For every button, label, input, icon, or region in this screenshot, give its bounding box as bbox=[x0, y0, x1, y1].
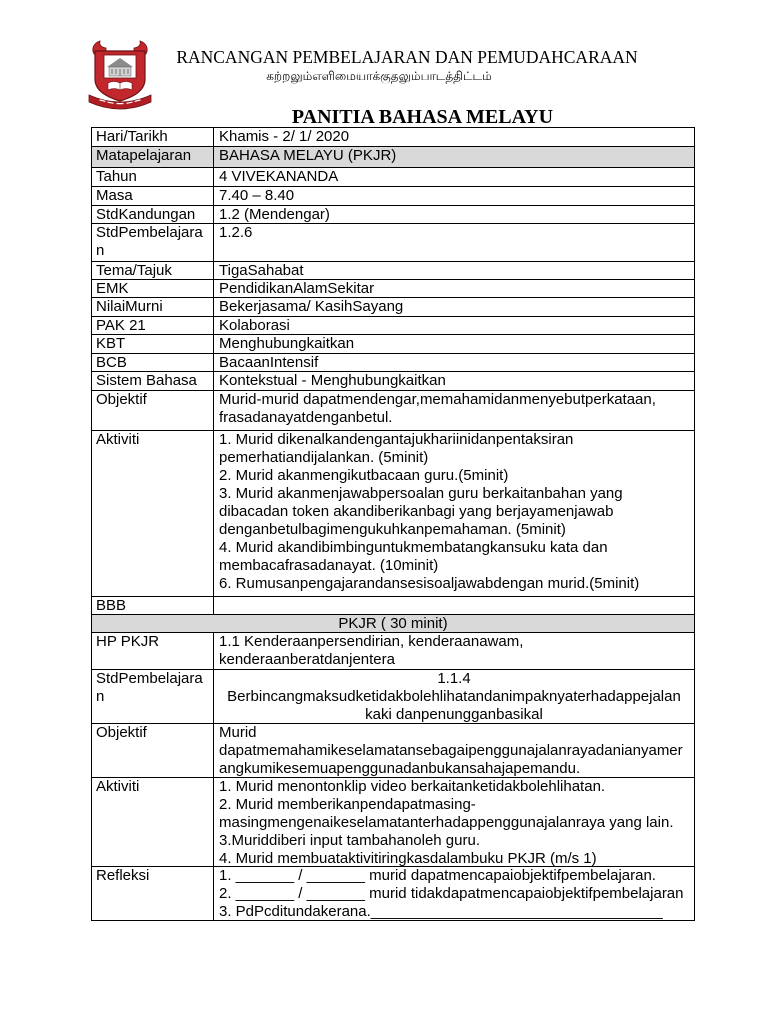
row-label bbox=[92, 372, 214, 390]
row-label-line: EMK bbox=[96, 280, 129, 297]
document-title: RANCANGAN PEMBELAJARAN DAN PEMUDAHCARAAN bbox=[176, 47, 638, 67]
row-value bbox=[214, 391, 694, 430]
row-value-line: 1. _______ / _______ murid dapatmencapaiobjektifpembelajaran. bbox=[219, 867, 656, 884]
hari-tarikh-row bbox=[92, 128, 694, 147]
row-value bbox=[214, 724, 694, 777]
kbt-row bbox=[92, 335, 694, 354]
nilai-murni-row bbox=[92, 298, 694, 317]
row-label-line: Objektif bbox=[96, 391, 147, 408]
row-value-line: 3. PdPcditundakerana.___________________________________ bbox=[219, 903, 663, 920]
row-value-line: dapatmemahamikeselamatansebagaipenggunajalanrayadanianyamer bbox=[219, 742, 683, 759]
row-label-line: n bbox=[96, 688, 105, 705]
row-value-line: 4. Murid akandibimbinguntukmembatangkansuku kata dan bbox=[219, 539, 608, 556]
row-value-line: 2. Murid akanmengikutbacaan guru.(5minit) bbox=[219, 467, 509, 484]
row-value bbox=[214, 633, 694, 669]
row-label-line: StdPembelajara bbox=[96, 670, 203, 687]
row-value-line: kenderaanberatdanjentera bbox=[219, 651, 395, 668]
row-value bbox=[214, 354, 694, 371]
row-label-line: n bbox=[96, 242, 105, 259]
row-value-line: membacafrasadanayat. (10minit) bbox=[219, 557, 439, 574]
std-pembelajaran-row bbox=[92, 224, 694, 262]
row-label-line: Tema/Tajuk bbox=[96, 262, 172, 279]
row-value bbox=[214, 280, 694, 297]
row-value-line: 4. Murid membuataktivitiringkasdalambuku PKJR (m/s 1) bbox=[219, 850, 597, 867]
row-label bbox=[92, 670, 214, 723]
section-heading-text: PKJR ( 30 minit) bbox=[338, 615, 448, 632]
pkjr-aktiviti-row bbox=[92, 778, 694, 867]
emk-row bbox=[92, 280, 694, 298]
row-label-line: KBT bbox=[96, 335, 126, 352]
pkjr-section-row bbox=[92, 615, 694, 633]
row-label-line: Objektif bbox=[96, 724, 147, 741]
row-label-line: Matapelajaran bbox=[96, 147, 192, 164]
row-label bbox=[92, 168, 214, 186]
row-value-line: 1. Murid menontonklip video berkaitanketidakbolehlihatan. bbox=[219, 778, 606, 795]
row-label bbox=[92, 187, 214, 205]
pak21-row bbox=[92, 317, 694, 335]
row-label-line: Hari/Tarikh bbox=[96, 128, 168, 145]
row-value bbox=[214, 224, 694, 261]
row-label bbox=[92, 280, 214, 297]
school-logo bbox=[87, 39, 153, 113]
row-value-line: Murid-murid dapatmendengar,memahamidanmenyebutperkataan, bbox=[219, 391, 656, 408]
row-label bbox=[92, 298, 214, 316]
row-value bbox=[214, 335, 694, 353]
row-label bbox=[92, 128, 214, 146]
row-value-line: 3. Murid akanmenjawabpersoalan guru berkaitanbahan yang bbox=[219, 485, 623, 502]
row-label-line: PAK 21 bbox=[96, 317, 146, 334]
row-label bbox=[92, 354, 214, 371]
row-label bbox=[92, 335, 214, 353]
aktiviti-row bbox=[92, 431, 694, 597]
row-value-line: BacaanIntensif bbox=[219, 354, 319, 371]
row-value-line: TigaSahabat bbox=[219, 262, 304, 279]
row-value bbox=[214, 597, 694, 614]
row-label bbox=[92, 778, 214, 866]
row-label bbox=[92, 147, 214, 167]
row-label-line: NilaiMurni bbox=[96, 298, 163, 315]
row-label-line: StdKandungan bbox=[96, 206, 196, 223]
row-value-line: Menghubungkaitkan bbox=[219, 335, 355, 352]
pkjr-objektif-row bbox=[92, 724, 694, 778]
row-value bbox=[214, 431, 694, 596]
document-subtitle: கற்றலும்எளிமையாக்குதலும்பாடத்திட்டம் bbox=[266, 69, 492, 83]
row-value-line: Khamis - 2/ 1/ 2020 bbox=[219, 128, 350, 145]
row-value bbox=[214, 147, 694, 167]
row-value bbox=[214, 128, 694, 146]
row-value bbox=[214, 298, 694, 316]
row-value-line: 3.Muriddiberi input tambahanoleh guru. bbox=[219, 832, 480, 849]
row-label-line: Aktiviti bbox=[96, 431, 140, 448]
row-value bbox=[214, 206, 694, 223]
matapelajaran-row bbox=[92, 147, 694, 168]
row-value-line: 1.1.4 bbox=[437, 670, 471, 687]
masa-row bbox=[92, 187, 694, 206]
row-value-line: angkumikesemuapenggunadanbukansahajapemandu. bbox=[219, 760, 581, 777]
row-value-line: 6. Rumusanpengajarandansesisoaljawabdengan murid.(5minit) bbox=[219, 575, 640, 592]
row-value-line: Kontekstual - Menghubungkaitkan bbox=[219, 372, 446, 389]
section-heading bbox=[92, 615, 694, 632]
row-label bbox=[92, 391, 214, 430]
row-label bbox=[92, 867, 214, 920]
bbb-row bbox=[92, 597, 694, 615]
bcb-row bbox=[92, 354, 694, 372]
row-label bbox=[92, 317, 214, 334]
row-label bbox=[92, 633, 214, 669]
sistem-bahasa-row bbox=[92, 372, 694, 391]
row-value-line: 1.1 Kenderaanpersendirian, kenderaanawam, bbox=[219, 633, 524, 650]
row-label-line: Tahun bbox=[96, 168, 137, 185]
tema-tajuk-row bbox=[92, 262, 694, 280]
row-value-line: 1.2 (Mendengar) bbox=[219, 206, 330, 223]
row-label bbox=[92, 224, 214, 261]
objektif-row bbox=[92, 391, 694, 431]
row-value-line: Murid bbox=[219, 724, 257, 741]
row-label bbox=[92, 431, 214, 596]
row-value-line: kaki danpenungganbasikal bbox=[365, 706, 543, 723]
row-value-line: dibacadan token akandiberikanbagi yang berjayamenjawab bbox=[219, 503, 614, 520]
lesson-plan-table bbox=[91, 127, 695, 921]
row-value-line: denganbetulbagimengukuhkanpemahaman. (5minit) bbox=[219, 521, 566, 538]
row-value-line: 1. Murid dikenalkandengantajukhariinidanpentaksiran bbox=[219, 431, 574, 448]
row-label bbox=[92, 724, 214, 777]
row-value-line: Bekerjasama/ KasihSayang bbox=[219, 298, 404, 315]
row-value-line: 1.2.6 bbox=[219, 224, 253, 241]
row-value-line: pemerhatiandijalankan. (5minit) bbox=[219, 449, 429, 466]
row-value-line: 7.40 – 8.40 bbox=[219, 187, 295, 204]
row-value-line: BAHASA MELAYU (PKJR) bbox=[219, 147, 397, 164]
refleksi-row bbox=[92, 867, 694, 920]
std-kandungan-row bbox=[92, 206, 694, 224]
row-value-line: 4 VIVEKANANDA bbox=[219, 168, 339, 185]
row-value bbox=[214, 168, 694, 186]
row-value-line: PendidikanAlamSekitar bbox=[219, 280, 375, 297]
row-value bbox=[214, 187, 694, 205]
row-value-line: frasadanayatdenganbetul. bbox=[219, 409, 393, 426]
row-value-line: masingmengenaikeselamatanterhadappenggunajalanraya yang lain. bbox=[219, 814, 674, 831]
row-value bbox=[214, 262, 694, 279]
row-label-line: HP PKJR bbox=[96, 633, 160, 650]
row-value-line: 2. Murid memberikanpendapatmasing- bbox=[219, 796, 476, 813]
row-label bbox=[92, 262, 214, 279]
row-value bbox=[214, 317, 694, 334]
row-label-line: Refleksi bbox=[96, 867, 150, 884]
tahun-row bbox=[92, 168, 694, 187]
row-label-line: Sistem Bahasa bbox=[96, 372, 197, 389]
row-value bbox=[214, 670, 694, 723]
row-value bbox=[214, 372, 694, 390]
row-value-line: Berbincangmaksudketidakbolehlihatandanimpaknyaterhadappejalan bbox=[227, 688, 681, 705]
row-label-line: Aktiviti bbox=[96, 778, 140, 795]
hp-pkjr-row bbox=[92, 633, 694, 670]
row-value bbox=[214, 778, 694, 866]
row-label-line: BCB bbox=[96, 354, 127, 371]
pkjr-std-pembelajaran-row bbox=[92, 670, 694, 724]
row-value-line: Kolaborasi bbox=[219, 317, 290, 334]
row-label bbox=[92, 597, 214, 614]
row-value-line: 2. _______ / _______ murid tidakdapatmencapaiobjektifpembelajaran bbox=[219, 885, 684, 902]
row-label-line: BBB bbox=[96, 597, 127, 614]
panel-title: PANITIA BAHASA MELAYU bbox=[291, 106, 554, 128]
row-label-line: Masa bbox=[96, 187, 133, 204]
row-value bbox=[214, 867, 694, 920]
row-label-line: StdPembelajara bbox=[96, 224, 203, 241]
row-label bbox=[92, 206, 214, 223]
